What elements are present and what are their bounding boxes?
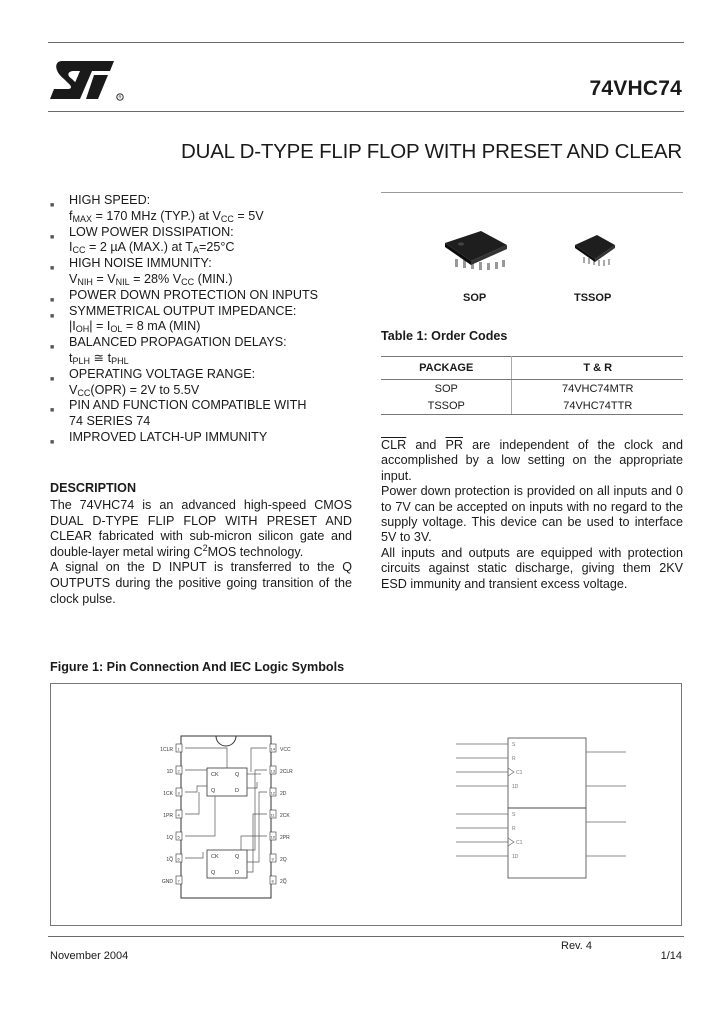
pin-number: 5: [177, 834, 180, 840]
table-cell: TSSOP: [381, 397, 512, 415]
feature-detail: $f_{MAX} = 170$ MHz (TYP.) at $V_{CC} = 5V$: [69, 208, 264, 224]
svg-text:Q: Q: [211, 788, 216, 794]
pin-label-right: 2CK: [280, 813, 290, 819]
svg-text:D: D: [235, 788, 239, 794]
bullet-icon: ■: [50, 233, 55, 241]
package-figure: [381, 192, 683, 319]
right-para-3: All inputs and outputs are equipped with protection circuits against static discharge, giving them 2KV ESD immunity and transient excess voltage.: [381, 545, 683, 591]
table-header-row: [381, 357, 683, 380]
feature-detail: $I_{CC} = 2$ µA (MAX.) at $T_A=25^\circ C$: [69, 240, 235, 256]
svg-text:R: R: [512, 826, 516, 832]
table-cell: 74VHC74MTR: [561, 382, 634, 395]
document-title: DUAL D-TYPE FLIP FLOP WITH PRESET AND CLEAR: [181, 140, 682, 163]
pin-number: 1: [177, 746, 180, 752]
svg-text:CK: CK: [211, 854, 219, 860]
figure-box: [50, 683, 682, 926]
pin-label-left: 1PR: [163, 813, 173, 819]
svg-text:S: S: [512, 812, 516, 818]
column-header-package: PACKAGE: [381, 357, 512, 380]
pin-number: 10: [270, 834, 275, 840]
bullet-icon: ■: [50, 202, 55, 209]
right-column-text: [381, 438, 683, 592]
svg-text:S: S: [512, 742, 516, 748]
pin-number: 12: [270, 790, 275, 796]
feature-detail: $t_{PLH}$ ≅ $t_{PHL}$: [69, 350, 129, 366]
tssop-label: TSSOP: [574, 292, 612, 304]
pin-label-left: 1D: [166, 769, 173, 775]
svg-text:R: R: [512, 756, 516, 762]
pin-number: 4: [177, 812, 180, 818]
right-para-1: $\overline{CLR}$ and $\overline{PR}$ are independent of the clock and accomplished by a low setting on the appropriate input.: [381, 438, 684, 483]
st-logo: [48, 53, 126, 105]
bullet-icon: ■: [50, 296, 55, 304]
pin-number: 6: [177, 856, 180, 862]
pin-number: 7: [177, 878, 180, 884]
svg-text:Q: Q: [235, 772, 240, 778]
feature-item: ■ SYMMETRICAL OUTPUT IMPEDANCE: $|I_{OH}| = I_{OL} = 8$ mA (MIN): [50, 304, 370, 336]
svg-text:R: R: [118, 94, 122, 100]
table-cell: SOP: [381, 380, 512, 398]
description-heading: DESCRIPTION: [50, 481, 137, 495]
table-cell: 74VHC74TTR: [512, 397, 683, 415]
pin-connection-diagram: [151, 732, 301, 912]
feature-item: ■ IMPROVED LATCH-UP IMMUNITY: [50, 430, 370, 446]
bullet-icon: ■: [50, 265, 55, 273]
pin-label-left: 1Q̅: [166, 857, 173, 863]
pin-label-right: 2PR: [280, 835, 290, 841]
svg-text:C1: C1: [516, 840, 523, 846]
pin-label-right: 2Q: [280, 857, 287, 863]
bullet-icon: ■: [50, 407, 55, 415]
pin-label-left: 1Q: [166, 835, 173, 841]
footer-rule: [48, 936, 684, 937]
footer-date: November 2004: [50, 950, 129, 962]
pin-label-right: 2D: [280, 791, 287, 797]
top-rule: [48, 42, 684, 43]
table-row: [381, 397, 683, 415]
pin-number: 13: [270, 768, 275, 774]
bullet-icon: ■: [50, 344, 55, 352]
svg-text:1D: 1D: [512, 854, 519, 860]
svg-text:1D: 1D: [512, 784, 519, 790]
pin-number: 11: [270, 812, 275, 818]
sop-label: SOP: [463, 292, 487, 304]
svg-text:Q: Q: [211, 870, 216, 876]
pin-label-left: 1CLR: [160, 747, 173, 753]
svg-text:C1: C1: [516, 770, 523, 776]
pin-number: 2: [177, 768, 180, 774]
description-para-2: A signal on the D INPUT is transferred to the Q OUTPUTS during the positive going transition of the clock pulse.: [50, 560, 352, 606]
right-para-2: Power down protection is provided on all inputs and 0 to 7V can be accepted on inputs with no regard to the supply voltage. This device can be used to interface 5V to 3V.: [381, 484, 683, 545]
feature-item: ■ OPERATING VOLTAGE RANGE: $V_{CC}(OPR) = 2V$ to 5.5V: [50, 367, 370, 399]
feature-item: ■ HIGH SPEED: $f_{MAX} = 170$ MHz (TYP.) at $V_{CC} = 5V$: [50, 193, 370, 225]
pin-number: 9: [271, 856, 274, 862]
pin-label-right: 2Q̅: [280, 879, 287, 885]
feature-list: [50, 193, 370, 446]
svg-text:D: D: [235, 870, 239, 876]
sop-package-image: [441, 229, 511, 271]
pin-label-right: 2CLR: [280, 769, 293, 775]
pin-number: 14: [270, 746, 275, 752]
pin-number: 3: [177, 790, 180, 796]
pin-label-left: 1CK: [163, 791, 173, 797]
feature-item: ■ HIGH NOISE IMMUNITY: $V_{NIH} = V_{NIL} = 28\%$ $V_{CC}$ (MIN.): [50, 256, 370, 288]
bullet-icon: ■: [50, 375, 55, 383]
description-text: [50, 498, 352, 607]
table-row: [381, 380, 683, 398]
tssop-package-image: [573, 233, 619, 269]
part-number: 74VHC74: [589, 77, 682, 100]
description-para-1: The 74VHC74 is an advanced high-speed CMOS DUAL D-TYPE FLIP FLOP WITH PRESET AND CLEAR fabricated with sub-micron silicon gate and double-layer metal wiring $C^2MOS$ technology.: [50, 498, 352, 559]
figure-caption: Figure 1: Pin Connection And IEC Logic Symbols: [50, 660, 345, 674]
svg-text:CK: CK: [211, 772, 219, 778]
page-number: 1/14: [660, 950, 682, 962]
iec-logic-symbol: [446, 732, 646, 902]
feature-detail: $V_{NIH} = V_{NIL} = 28\%$ $V_{CC}$ (MIN.): [69, 271, 233, 287]
revision: Rev. 4: [561, 940, 592, 952]
pin-label-left: GND: [161, 879, 173, 885]
feature-detail: $V_{CC}(OPR) = 2V$ to 5.5V: [69, 382, 200, 398]
feature-detail: $|I_{OH}| = I_{OL} = 8$ mA (MIN): [69, 319, 201, 335]
order-codes-table: [381, 356, 683, 415]
feature-item: ■ POWER DOWN PROTECTION ON INPUTS: [50, 288, 370, 304]
pin-number: 8: [271, 878, 274, 884]
order-table-caption: Table 1: Order Codes: [381, 329, 508, 343]
feature-item: ■ LOW POWER DISSIPATION: $I_{CC} = 2$ µA (MAX.) at $T_A=25^\circ C$: [50, 225, 370, 257]
feature-item: ■ PIN AND FUNCTION COMPATIBLE WITH 74 SERIES 74: [50, 398, 307, 429]
header-rule: [48, 111, 684, 112]
bullet-icon: ■: [50, 438, 55, 446]
bullet-icon: ■: [50, 312, 55, 320]
svg-text:Q: Q: [235, 854, 240, 860]
pin-label-right: VCC: [280, 747, 291, 753]
feature-item: ■ BALANCED PROPAGATION DELAYS: $t_{PLH}$ ≅ $t_{PHL}$: [50, 335, 370, 367]
column-header-tr: T & R: [512, 357, 683, 380]
